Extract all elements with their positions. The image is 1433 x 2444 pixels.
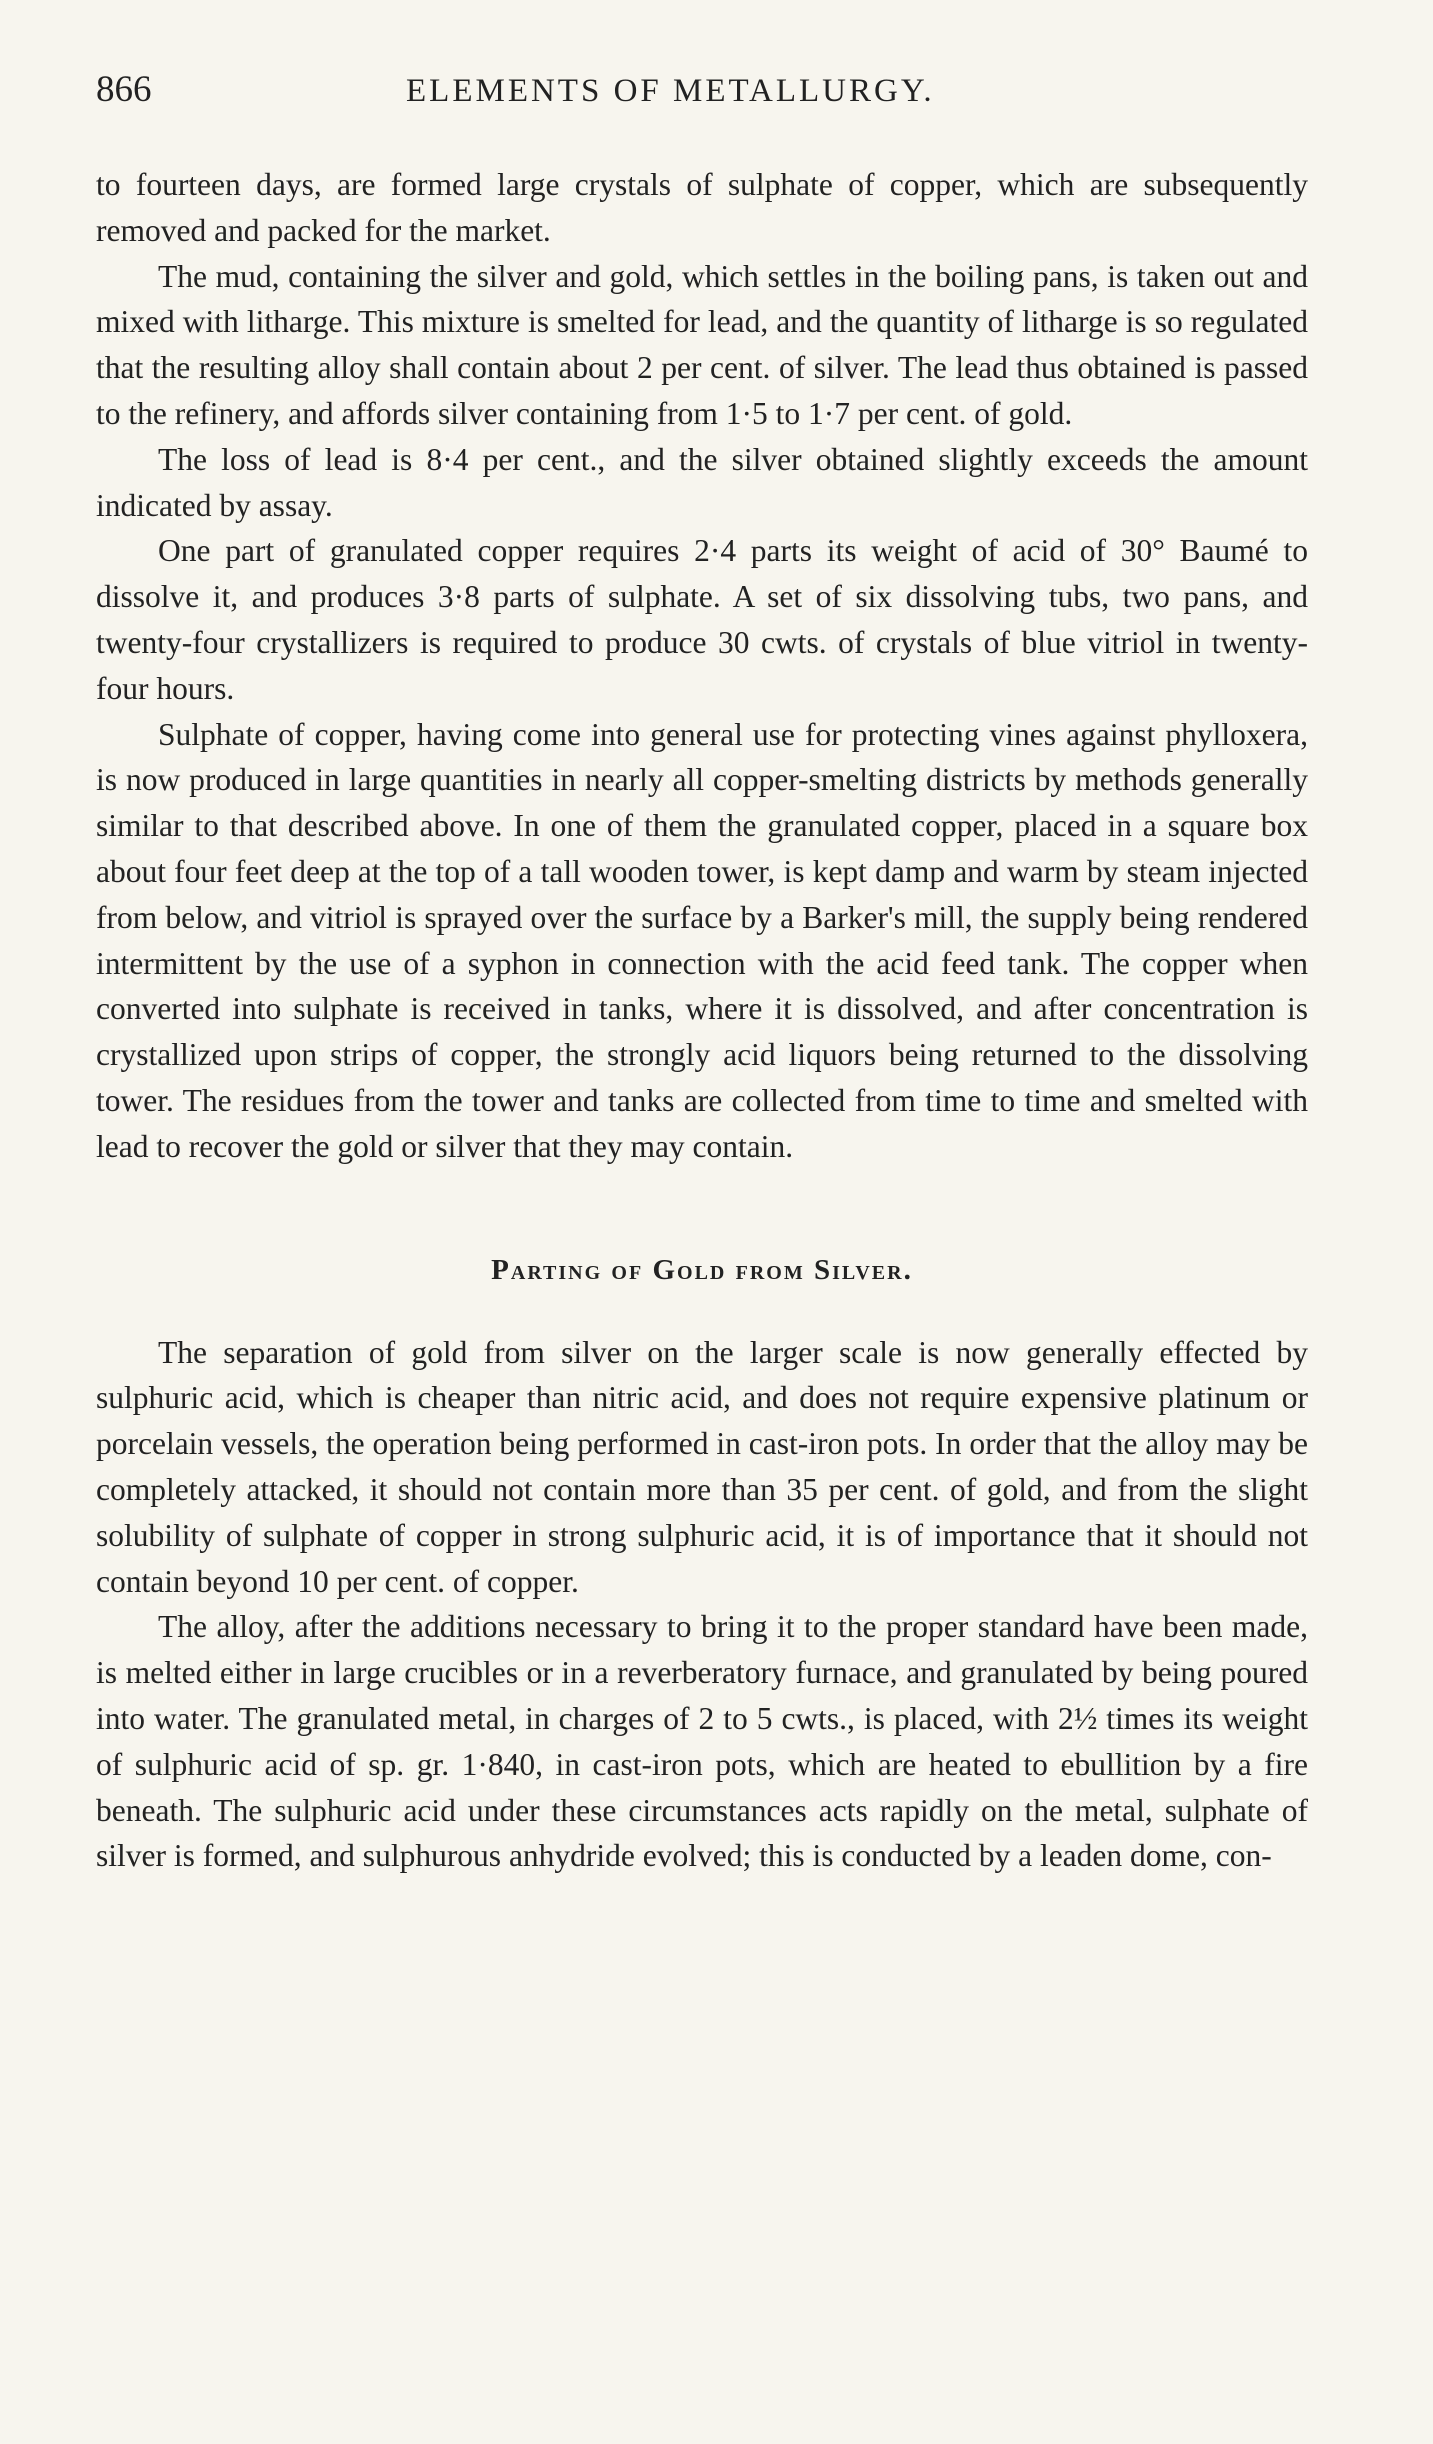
section-heading: Parting of Gold from Silver. xyxy=(491,1253,913,1286)
running-head xyxy=(96,68,1308,128)
paragraph-loss-of-lead: The loss of lead is 8·4 per cent., and the silver obtained slightly exceeds the amount indicated by assay. xyxy=(96,441,1308,523)
body-text-before xyxy=(96,162,1308,1170)
paragraph-separation: The separation of gold from silver on the larger scale is now generally effected by sulphuric acid, which is cheaper than nitric acid, and does not require expensive platinum or porcelain vessels, the operation being performed in cast-iron pots. In order that the alloy may be completely attacked, it should not contain more than 35 per cent. of gold, and from the slight solubility of sulphate of copper in strong sulphuric acid, it is of importance that it should not contain beyond 10 per cent. of copper. xyxy=(96,1334,1308,1599)
page-number: 866 xyxy=(96,69,152,110)
paragraph-alloy: The alloy, after the additions necessary to bring it to the proper standard have been made, is melted either in large crucibles or in a reverberatory furnace, and granulated by being poured into water. The granulated metal, in charges of 2 to 5 cwts., is placed, with 2½ times its weight of sulphuric acid of sp. gr. 1·840, in cast-iron pots, which are heated to ebullition by a fire beneath. The sulphuric acid under these circumstances acts rapidly on the metal, sulphate of silver is formed, and sulphurous anhydride evolved; this is conducted by a leaden dome, con- xyxy=(96,1609,1308,1874)
paragraph-granulated-copper: One part of granulated copper requires 2·4 parts its weight of acid of 30° Baumé to dissolve it, and produces 3·8 parts of sulphate. A set of six dissolving tubs, two pans, and twenty-four crystallizers is required to produce 30 cwts. of crystals of blue vitriol in twenty-four hours. xyxy=(96,533,1308,706)
paragraph-mud: The mud, containing the silver and gold, which settles in the boiling pans, is taken out and mixed with litharge. This mixture is smelted for lead, and the quantity of litharge is so regulated that the resulting alloy shall contain about 2 per cent. of silver. The lead thus obtained is passed to the refinery, and affords silver containing from 1·5 to 1·7 per cent. of gold. xyxy=(96,258,1308,431)
body-text-section xyxy=(96,1330,1308,1880)
paragraph-sulphate-of-copper: Sulphate of copper, having come into general use for protecting vines against phylloxera, is now produced in large quantities in nearly all copper-smelting districts by methods generally similar to that described above. In one of them the granulated copper, placed in a square box about four feet deep at the top of a tall wooden tower, is kept damp and warm by steam injected from below, and vitriol is sprayed over the surface by a Barker's mill, the supply being rendered intermittent by the use of a syphon in connection with the acid feed tank. The copper when converted into sulphate is received in tanks, where it is dissolved, and after concentration is crystallized upon strips of copper, the strongly acid liquors being returned to the dissolving tower. The residues from the tower and tanks are collected from time to time and smelted with lead to recover the gold or silver that they may contain. xyxy=(96,716,1308,1164)
running-title: ELEMENTS OF METALLURGY. xyxy=(406,73,935,109)
paragraph-continued: to fourteen days, are formed large crystals of sulphate of copper, which are subsequently removed and packed for the market. xyxy=(96,167,1308,248)
